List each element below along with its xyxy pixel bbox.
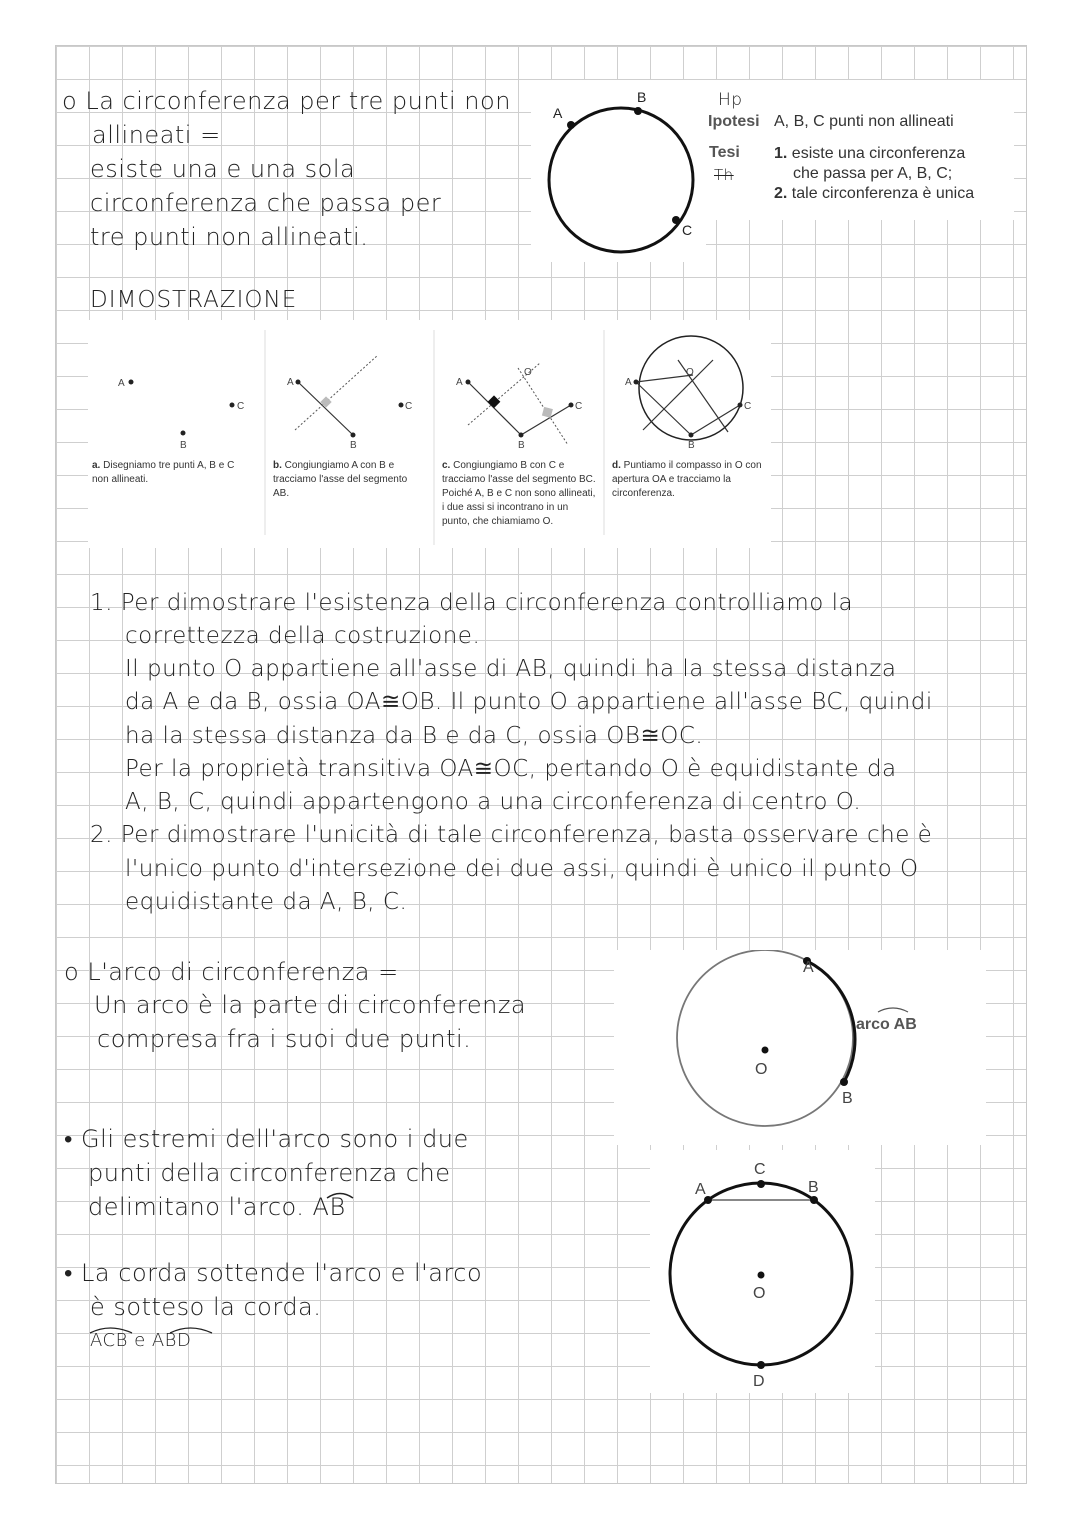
bullet3-text-line1: La corda sottende l'arco e l'arco (81, 1259, 483, 1287)
arc-diagram-2-point-b (810, 1196, 818, 1204)
arc-ab (807, 961, 855, 1082)
step-c-figure (456, 363, 582, 451)
step-a-caption (92, 459, 242, 487)
bullet2-arc-symbol (327, 1194, 353, 1199)
bullet3-arc-marks (88, 1322, 218, 1334)
label-c: C (682, 222, 693, 238)
step-c-label-c: C (575, 401, 583, 412)
th-symbol: Th (714, 166, 734, 184)
step-b-label-b: B (350, 440, 357, 451)
section1-title-line1: La circonferenza per tre punti non (85, 87, 511, 115)
tesi-item-1 (774, 144, 1014, 164)
step-a-letter: a. (92, 460, 101, 471)
arc-diagram-2-label-a: A (695, 1181, 706, 1198)
proof-line-4: da A e da B, ossia OA≅OB. Il punto O appartiene all'asse BC, quindi (125, 689, 933, 715)
arc-symbol-ab (878, 1008, 908, 1012)
tesi-list (774, 144, 1014, 204)
step-a-figure (118, 378, 244, 451)
arc-diagram-1-label-a: A (803, 959, 814, 976)
arc-diagram-1-label-o: O (755, 1061, 768, 1078)
section1-title-line2: allineati = (92, 121, 221, 149)
bullet2-line1 (64, 1122, 469, 1156)
arc-diagram-2-point-c (757, 1180, 765, 1188)
step-a-point-b (181, 431, 186, 436)
ipotesi-label: Ipotesi (708, 113, 760, 130)
step-d-label-a: A (625, 377, 632, 388)
step-d-point-b (689, 433, 694, 438)
dimostrazione-heading: DIMOSTRAZIONE (90, 287, 298, 313)
bullet3-dot: • (64, 1259, 73, 1287)
section1-def-line2: circonferenza che passa per (90, 189, 442, 217)
step-d-text: Puntiamo il compasso in O con apertura OA e tracciamo la circonferenza. (612, 460, 762, 499)
proof-line-3: Il punto O appartiene all'asse di AB, quindi ha la stessa distanza (125, 656, 897, 682)
arc-diagram-1-center (762, 1047, 769, 1054)
step-d-label-o: O (686, 367, 694, 378)
tesi-label: Tesi (709, 144, 740, 161)
bullet2-line3: delimitano l'arco. AB (88, 1193, 346, 1221)
step-d-label-b: B (688, 440, 695, 451)
step-d-figure (625, 336, 751, 451)
step-d-circle (639, 336, 743, 440)
label-b: B (637, 89, 647, 105)
proof-line-9: l'unico punto d'intersezione dei due assi, quindi è unico il punto O (125, 856, 919, 882)
step-b-point-c (399, 403, 404, 408)
arc-diagram-2-label-d: D (753, 1373, 765, 1390)
arc-symbol-acb (90, 1328, 132, 1333)
arc-diagram-1-point-b (840, 1078, 848, 1086)
arc-ab-label: arco AB (856, 1016, 917, 1033)
bullet2-text-line1: Gli estremi dell'arco sono i due (81, 1125, 469, 1153)
point-b (634, 107, 642, 115)
arc-bullet: o (64, 958, 80, 986)
bullet3-line3: ACB e ABD (90, 1330, 192, 1351)
circle-abc-figure (531, 80, 706, 262)
arc-diagram-2-label-c: C (754, 1161, 766, 1178)
proof-line-1: 1. Per dimostrare l'esistenza della circonferenza controlliamo la (90, 590, 854, 616)
point-c (672, 216, 680, 224)
tesi-1-num: 1. (774, 145, 788, 162)
step-b-label-c: C (405, 401, 413, 412)
step-b-caption (273, 459, 423, 501)
step-a-label-a: A (118, 378, 125, 389)
bullet3-line1 (64, 1256, 482, 1290)
step-b-point-b (351, 433, 356, 438)
proof-line-5: ha la stessa distanza da B e da C, ossia OB≅OC. (125, 723, 704, 749)
arc-diagram-1 (614, 950, 986, 1145)
tesi-2-num: 2. (774, 185, 788, 202)
bullet2-dot: • (64, 1125, 73, 1153)
step-a-label-b: B (180, 440, 187, 451)
tesi-1-line2: che passa per A, B, C; (793, 165, 953, 182)
step-d-letter: d. (612, 460, 621, 471)
step-c-point-b (519, 433, 524, 438)
step-d-caption (612, 459, 767, 501)
section1-title (62, 84, 511, 118)
step-c-label-a: A (456, 377, 463, 388)
circle-abc-svg (531, 80, 706, 262)
tesi-item-2 (774, 184, 1014, 204)
point-a (567, 121, 575, 129)
section1-def-line3: tre punti non allineati. (90, 223, 369, 251)
step-c-text: Congiungiamo B con C e tracciamo l'asse del segmento BC. Poiché A, B e C non sono allineati, i due assi si incontrano in un punto, che chiamiamo O. (442, 460, 596, 527)
step-c-label-o: O (524, 367, 532, 378)
arc-title-text: L'arco di circonferenza = (87, 958, 399, 986)
section1-bullet: o (62, 87, 78, 115)
arc-diagram-2-label-b: B (808, 1179, 819, 1196)
arc-diagram-1-label-b: B (842, 1090, 853, 1107)
construction-steps-panel (88, 320, 771, 548)
arc-def-line1: Un arco è la parte di circonferenza (94, 991, 527, 1019)
step-d-point-c (738, 403, 743, 408)
arc-title (64, 955, 399, 989)
step-d-point-a (634, 380, 639, 385)
step-c-caption (442, 459, 597, 529)
step-c-segment-ab (468, 382, 521, 435)
bullet2-line2: punti della circonferenza che (88, 1159, 451, 1187)
ipotesi-text: A, B, C punti non allineati (774, 113, 954, 130)
circle-abc (549, 108, 693, 252)
arc-diagram-2-label-o: O (753, 1285, 766, 1302)
step-c-axis-bc (518, 368, 568, 445)
step-c-letter: c. (442, 460, 451, 471)
tesi-2-text: tale circonferenza è unica (791, 185, 975, 202)
hypothesis-thesis-box (706, 80, 1014, 220)
step-a-point-c (230, 403, 235, 408)
step-d-label-c: C (744, 401, 752, 412)
step-c-point-a (466, 380, 471, 385)
arc-def-line2: compresa fra i suoi due punti. (97, 1025, 472, 1053)
construction-steps-svg (88, 320, 771, 548)
bullet3-line2: è sotteso la corda. (90, 1293, 322, 1321)
section1-def-line1: esiste una e una sola (90, 155, 356, 183)
arc-diagram-2-point-d (757, 1361, 765, 1369)
hp-label: Hp (718, 90, 743, 110)
bullet2-arc-mark (324, 1189, 356, 1199)
label-a: A (553, 105, 563, 121)
arc-diagram-2-svg (650, 1150, 875, 1393)
step-a-text: Disegniamo tre punti A, B e C non allineati. (92, 460, 235, 485)
step-a-point-a (129, 380, 134, 385)
proof-line-8: 2. Per dimostrare l'unicità di tale circonferenza, basta osservare che è (90, 822, 933, 848)
arc-symbol-abd (170, 1328, 212, 1333)
step-b-text: Congiungiamo A con B e tracciamo l'asse del segmento AB. (273, 460, 408, 499)
proof-line-7: A, B, C, quindi appartengono a una circonferenza di centro O. (125, 789, 862, 815)
arc-diagram-1-svg (614, 950, 986, 1145)
arc-diagram-2 (650, 1150, 875, 1393)
step-b-figure (287, 355, 412, 451)
tesi-1-line1: esiste una circonferenza (791, 145, 966, 162)
step-a-label-c: C (237, 401, 245, 412)
step-c-label-b: B (518, 440, 525, 451)
step-c-point-c (569, 403, 574, 408)
step-b-segment-ab (298, 382, 353, 435)
proof-line-10: equidistante da A, B, C. (125, 889, 408, 915)
proof-line-6: Per la proprietà transitiva OA≅OC, pertando O è equidistante da (125, 756, 897, 782)
proof-line-2: correttezza della costruzione. (125, 623, 481, 649)
step-b-letter: b. (273, 460, 282, 471)
step-b-label-a: A (287, 377, 294, 388)
step-d-radius-oa (636, 375, 693, 382)
arc-diagram-2-center (758, 1272, 765, 1279)
step-b-point-a (296, 380, 301, 385)
